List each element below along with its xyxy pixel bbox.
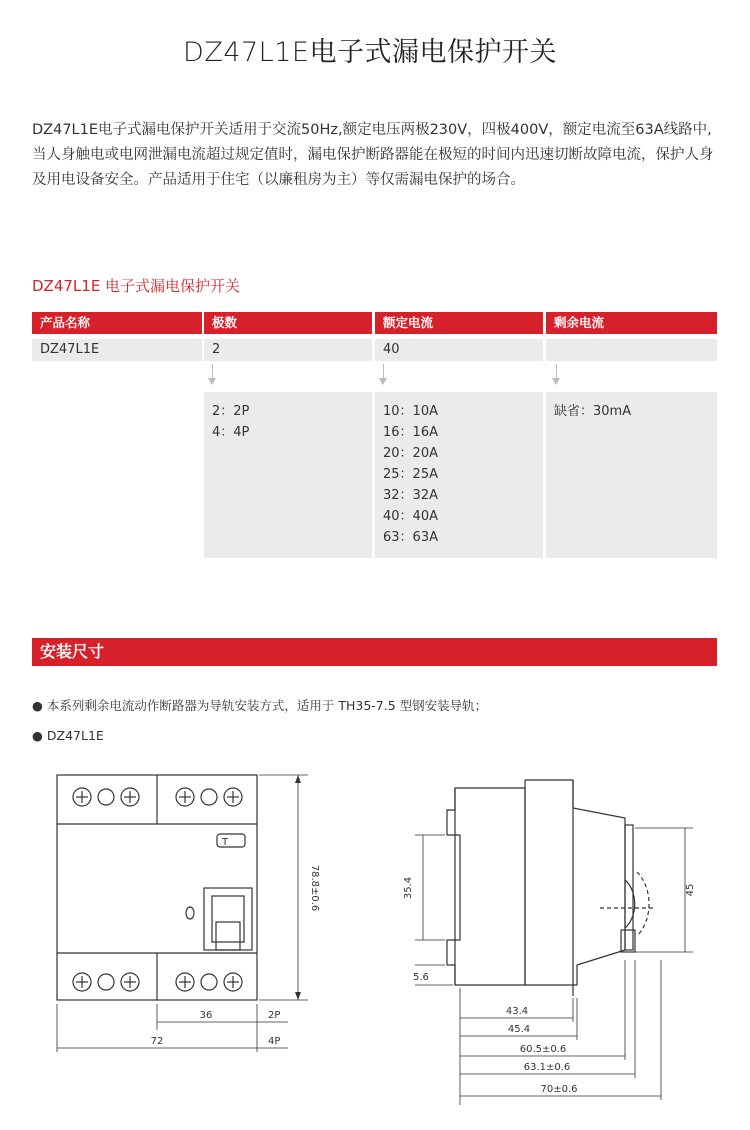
dim-35-4: 35.4 (403, 876, 414, 900)
header-residual-current: 剩余电流 (546, 312, 717, 334)
arrow-down-icon (552, 378, 560, 385)
option-item: 缺省：30mA (554, 404, 632, 419)
dim-60-5: 60.5±0.6 (519, 1044, 567, 1055)
label-2p: 2P (268, 1010, 281, 1021)
test-button-label: T (222, 837, 229, 848)
option-item: 40：40A (383, 509, 438, 524)
front-view-drawing (30, 760, 330, 1120)
arrow-line (383, 364, 384, 379)
dim-height: 78.8±0.6 (309, 864, 320, 912)
dim-45: 45 (685, 883, 696, 897)
dim-45-4: 45.4 (507, 1024, 531, 1035)
option-item: 2：2P (212, 404, 250, 419)
side-body (447, 788, 525, 985)
intro-paragraph: DZ47L1E电子式漏电保护开关适用于交流50Hz,额定电压两极230V，四极400V，额定电流至63A线路中,当人身触电或电网泄漏电流超过规定值时，漏电保护断路器能在极短的时间内迅速切断故障电流，保护人身及用电设备安全。产品适用于住宅（以廉租房为主）等仅需漏电保护的场合。 (32, 122, 714, 188)
dim-63-1: 63.1±0.6 (523, 1062, 571, 1073)
arrow-line (212, 364, 213, 379)
arrow-down-icon (208, 378, 216, 385)
install-section-bar: 安装尺寸 (32, 638, 717, 666)
value-poles: 2 (204, 339, 372, 361)
dim-70: 70±0.6 (540, 1084, 578, 1095)
dim-43-4: 43.4 (505, 1006, 529, 1017)
dim-5-6: 5.6 (413, 972, 429, 983)
header-rated-current: 额定电流 (375, 312, 543, 334)
arrow-line (556, 364, 557, 379)
arrow-down-icon (379, 378, 387, 385)
side-view-drawing (395, 760, 705, 1120)
option-item: 20：20A (383, 446, 438, 461)
section-title: DZ47L1E 电子式漏电保护开关 (32, 277, 241, 295)
page-title: DZ47L1E电子式漏电保护开关 (183, 37, 557, 68)
header-product-name: 产品名称 (32, 312, 202, 334)
option-item: 32：32A (383, 488, 438, 503)
option-item: 16：16A (383, 425, 438, 440)
options-rated-current (375, 392, 543, 558)
option-item: 10：10A (383, 404, 438, 419)
toggle-handle-icon (204, 888, 252, 950)
dim-36: 36 (199, 1010, 213, 1021)
option-item: 63：63A (383, 530, 438, 545)
options-residual-current (546, 392, 717, 558)
value-residual-current (546, 339, 717, 361)
value-product-name: DZ47L1E (32, 339, 202, 361)
header-poles: 极数 (204, 312, 372, 334)
label-4p: 4P (268, 1036, 281, 1047)
options-poles (204, 392, 372, 558)
dim-72: 72 (150, 1036, 164, 1047)
install-note-model: ● DZ47L1E (32, 728, 104, 743)
value-rated-current: 40 (375, 339, 543, 361)
option-item: 4：4P (212, 425, 250, 440)
install-note-rail: ● 本系列剩余电流动作断路器为导轨安装方式，适用于 TH35-7.5 型钢安装导轨； (32, 698, 488, 713)
option-item: 25：25A (383, 467, 438, 482)
